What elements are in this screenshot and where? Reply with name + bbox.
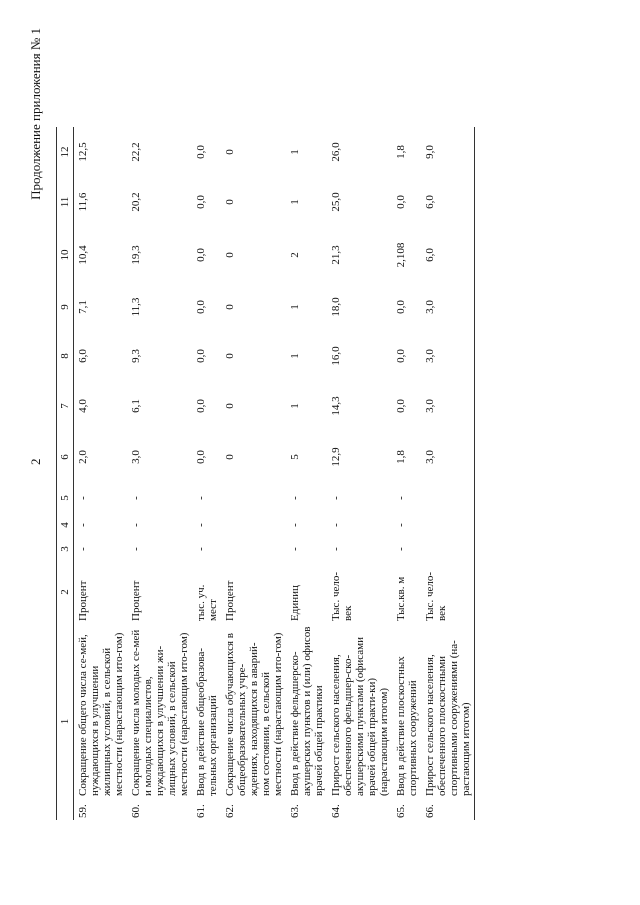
indicator-name: Сокращение числа молодых се-мей и молодых специалистов, нуждающихся в улучшении жи-лищных условий, в сельской местности (нарастающим ито-гом) bbox=[130, 629, 190, 796]
value-col-6: 2,0 bbox=[77, 450, 89, 464]
value-col-6: 0,0 bbox=[195, 450, 207, 464]
value-col-11: 0 bbox=[224, 199, 236, 205]
value-col-8: 16,0 bbox=[330, 346, 342, 366]
value-col-4: - bbox=[289, 523, 301, 527]
value-col-9: 18,0 bbox=[330, 297, 342, 317]
col-header-4: 4 bbox=[57, 513, 74, 537]
value-col-11: 0,0 bbox=[395, 195, 407, 209]
value-col-7: 3,0 bbox=[421, 381, 475, 431]
value-col-3 bbox=[421, 537, 475, 561]
value-col-10: 2,108 bbox=[395, 242, 407, 268]
value-col-12: 22,2 bbox=[130, 142, 142, 162]
value-col-10: 6,0 bbox=[421, 227, 475, 283]
indicator-name: Ввод в действие фельдшерско-акушерских пунктов и (или) офисов врачей общей практики bbox=[289, 626, 325, 796]
value-col-11: 25,0 bbox=[330, 192, 342, 212]
value-col-10: 0,0 bbox=[195, 248, 207, 262]
continuation-caption: Продолжение приложения № 1 bbox=[28, 28, 43, 200]
value-col-7: 0,0 bbox=[395, 399, 407, 413]
col-header-8: 8 bbox=[57, 331, 74, 381]
value-col-8: 6,0 bbox=[77, 349, 89, 363]
indicators-table bbox=[56, 127, 475, 820]
value-col-12: 1,8 bbox=[395, 145, 407, 159]
value-col-5: - bbox=[130, 496, 142, 500]
value-col-11: 1 bbox=[289, 199, 301, 205]
unit-cell: Тыс. чело-век bbox=[421, 561, 475, 623]
value-col-4 bbox=[221, 513, 286, 537]
value-col-3: - bbox=[395, 547, 407, 551]
unit-cell: Процент bbox=[77, 580, 89, 621]
col-header-11: 11 bbox=[57, 177, 74, 227]
row-number: 60. bbox=[130, 804, 142, 818]
value-col-11: 11,6 bbox=[77, 192, 89, 212]
unit-cell: Процент bbox=[130, 580, 142, 621]
value-col-11: 0,0 bbox=[195, 195, 207, 209]
value-col-8: 0 bbox=[224, 353, 236, 359]
value-col-6: 12,9 bbox=[330, 447, 342, 467]
table-row bbox=[327, 127, 392, 820]
table-row bbox=[127, 127, 192, 820]
unit-cell: Тыс. чело-век bbox=[330, 571, 354, 621]
unit-cell: Тыс.кв. м bbox=[395, 576, 407, 621]
value-col-5: - bbox=[289, 496, 301, 500]
indicator-name: Ввод в действие общеобразова-тельных организаций bbox=[195, 647, 219, 796]
value-col-3 bbox=[221, 537, 286, 561]
value-col-4: - bbox=[330, 523, 342, 527]
table-row bbox=[421, 127, 475, 820]
row-number: 62. bbox=[224, 804, 236, 818]
value-col-5: - bbox=[330, 496, 342, 500]
value-col-7: 0 bbox=[224, 403, 236, 409]
value-col-8: 1 bbox=[289, 353, 301, 359]
value-col-9: 1 bbox=[289, 304, 301, 310]
row-number: 64. bbox=[330, 804, 342, 818]
unit-cell: Процент bbox=[224, 580, 236, 621]
indicator-name: Прирост сельского населения, обеспеченного плоскостными спортивными сооружениями (на-растающим итогом) bbox=[421, 623, 475, 798]
row-number: 65. bbox=[395, 804, 407, 818]
value-col-5: - bbox=[395, 496, 407, 500]
value-col-8: 0,0 bbox=[395, 349, 407, 363]
col-header-9: 9 bbox=[57, 283, 74, 331]
col-header-7: 7 bbox=[57, 381, 74, 431]
table-row bbox=[286, 127, 327, 820]
value-col-7: 0,0 bbox=[195, 399, 207, 413]
row-number: 59. bbox=[77, 804, 89, 818]
unit-cell: Единиц bbox=[289, 585, 301, 621]
indicator-name: Сокращение числа обучающихся в общеобразовательных учре-ждениях, находящихся в аварий-ном состоянии, в сельской местности (нарастающим ито-гом) bbox=[224, 632, 284, 796]
value-col-7: 14,3 bbox=[330, 396, 342, 416]
value-col-8: 3,0 bbox=[421, 331, 475, 381]
value-col-9: 11,3 bbox=[130, 297, 142, 317]
value-col-6: 3,0 bbox=[421, 431, 475, 483]
page-number: 2 bbox=[28, 458, 43, 465]
value-col-10: 19,3 bbox=[130, 245, 142, 265]
value-col-6: 3,0 bbox=[130, 450, 142, 464]
col-header-6: 6 bbox=[57, 431, 74, 483]
value-col-12: 1 bbox=[289, 149, 301, 155]
col-header-12: 12 bbox=[57, 127, 74, 177]
col-header-10: 10 bbox=[57, 227, 74, 283]
value-col-9: 0,0 bbox=[195, 300, 207, 314]
row-number: 61. bbox=[195, 804, 207, 818]
value-col-4: - bbox=[77, 523, 89, 527]
value-col-8: 9,3 bbox=[130, 349, 142, 363]
value-col-9: 3,0 bbox=[421, 283, 475, 331]
value-col-3: - bbox=[130, 547, 142, 551]
value-col-3: - bbox=[289, 547, 301, 551]
table-row bbox=[192, 127, 221, 820]
value-col-10: 21,3 bbox=[330, 245, 342, 265]
table-row bbox=[74, 127, 128, 820]
value-col-9: 0,0 bbox=[395, 300, 407, 314]
value-col-4: - bbox=[130, 523, 142, 527]
value-col-11: 20,2 bbox=[130, 192, 142, 212]
value-col-12: 0,0 bbox=[195, 145, 207, 159]
value-col-6: 1,8 bbox=[395, 450, 407, 464]
value-col-4: - bbox=[195, 523, 207, 527]
value-col-9: 0 bbox=[224, 304, 236, 310]
table-row bbox=[392, 127, 421, 820]
value-col-9: 7,1 bbox=[77, 300, 89, 314]
value-col-5 bbox=[421, 483, 475, 513]
value-col-5: - bbox=[77, 496, 89, 500]
value-col-12: 9,0 bbox=[421, 127, 475, 177]
table-row bbox=[221, 127, 286, 820]
col-header-2: 2 bbox=[57, 561, 74, 623]
value-col-8: 0,0 bbox=[195, 349, 207, 363]
value-col-4 bbox=[421, 513, 475, 537]
col-header-5: 5 bbox=[57, 483, 74, 513]
value-col-10: 0 bbox=[224, 252, 236, 258]
value-col-12: 0 bbox=[224, 149, 236, 155]
value-col-11: 6,0 bbox=[421, 177, 475, 227]
value-col-7: 6,1 bbox=[130, 399, 142, 413]
value-col-12: 12,5 bbox=[77, 142, 89, 162]
value-col-10: 2 bbox=[289, 252, 301, 258]
value-col-3: - bbox=[195, 547, 207, 551]
header-row bbox=[57, 127, 74, 820]
value-col-3: - bbox=[330, 547, 342, 551]
indicator-name: Прирост сельского населения, обеспеченного фельдшер-ско-акушерскими пунктами (офисами врачей общей практи-ки) (нарастающим итогом) bbox=[330, 637, 390, 796]
indicator-name: Сокращение общего числа се-мей, нуждающихся в улучшении жилищных условий, в сельской местности (нарастающим ито-гом) bbox=[77, 632, 125, 796]
value-col-7: 1 bbox=[289, 403, 301, 409]
value-col-4: - bbox=[395, 523, 407, 527]
value-col-6: 0 bbox=[224, 454, 236, 460]
value-col-3: - bbox=[77, 547, 89, 551]
value-col-5: - bbox=[195, 496, 207, 500]
col-header-1: 1 bbox=[57, 623, 74, 820]
col-header-3: 3 bbox=[57, 537, 74, 561]
row-number: 63. bbox=[289, 804, 301, 818]
unit-cell: тыс. уч. мест bbox=[195, 584, 219, 621]
value-col-5 bbox=[221, 483, 286, 513]
value-col-6: 5 bbox=[289, 454, 301, 460]
indicator-name: Ввод в действие плоскостных спортивных сооружений bbox=[395, 656, 419, 796]
value-col-7: 4,0 bbox=[77, 399, 89, 413]
value-col-12: 26,0 bbox=[330, 142, 342, 162]
row-number: 66. bbox=[421, 798, 475, 820]
value-col-10: 10,4 bbox=[77, 245, 89, 265]
